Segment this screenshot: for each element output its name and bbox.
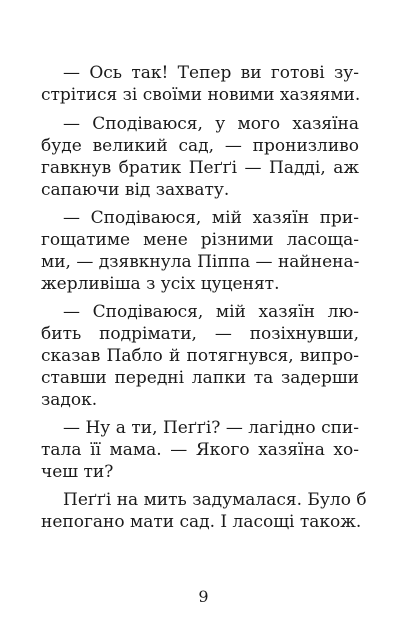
text-line-5: гавкнув братик Пеґґі — Падді, аж: [41, 158, 359, 178]
text-line-4: буде великий сад, — пронизливо: [41, 136, 359, 156]
text-line-14: ставши передні лапки та задерши: [41, 368, 359, 388]
text-line-18: чеш ти?: [41, 462, 114, 482]
text-line-11: — Сподіваюся, мій хазяїн лю-: [63, 302, 359, 322]
text-line-1: — Ось так! Тепер ви готові зу-: [63, 63, 359, 83]
text-line-10: жерливіша з усіх цуценят.: [41, 274, 280, 294]
text-line-19: Пеґґі на мить задумалася. Було б: [63, 490, 367, 510]
text-line-17: тала її мама. — Якого хазяїна хо-: [41, 440, 359, 460]
text-line-8: гощатиме мене різними ласоща-: [41, 230, 359, 250]
text-line-6: сапаючи від захвату.: [41, 180, 230, 200]
text-line-20: непогано мати сад. І ласощі також.: [41, 512, 362, 532]
text-line-15: задок.: [41, 390, 98, 410]
text-line-16: — Ну а ти, Пеґґі? — лагідно спи-: [63, 418, 359, 438]
text-line-12: бить подрімати, — позіхнувши,: [41, 324, 359, 344]
text-line-9: ми, — дзявкнула Піппа — найнена-: [41, 252, 360, 272]
text-line-2: стрітися зі своїми новими хазяями.: [41, 85, 361, 105]
text-line-3: — Сподіваюся, у мого хазяїна: [63, 114, 359, 134]
text-line-13: сказав Пабло й потягнувся, випро-: [41, 346, 359, 366]
page-number: 9: [198, 587, 209, 606]
text-line-7: — Сподіваюся, мій хазяїн при-: [63, 208, 359, 228]
